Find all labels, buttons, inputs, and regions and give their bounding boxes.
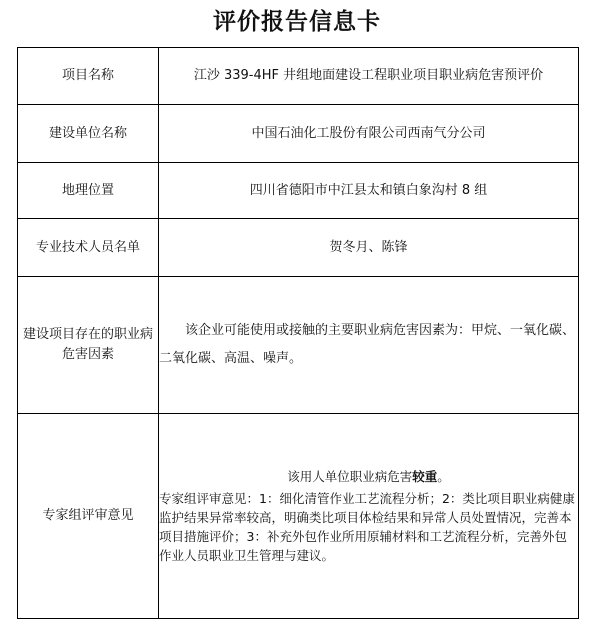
value-hazards: 该企业可能使用或接触的主要职业病危害因素为：甲烷、一氧化碳、二氧化碳、高温、噪声。 <box>159 277 579 414</box>
label-location: 地理位置 <box>18 163 159 219</box>
table-row-expert-opinion <box>18 414 579 619</box>
page-title: 评价报告信息卡 <box>213 9 381 35</box>
hazard-conclusion <box>159 467 578 487</box>
table-row-staff <box>18 219 579 277</box>
value-staff: 贺冬月、陈锋 <box>159 219 579 277</box>
value-project-name: 江沙 339-4HF 井组地面建设工程职业项目职业病危害预评价 <box>159 48 579 105</box>
label-project-name: 项目名称 <box>18 48 159 105</box>
info-card-table <box>17 47 579 619</box>
conclusion-prefix: 该用人单位职业病危害 <box>287 469 413 484</box>
label-expert-opinion: 专家组评审意见 <box>18 414 159 619</box>
table-row-project-name <box>18 48 579 105</box>
value-unit-name: 中国石油化工股份有限公司西南气分公司 <box>159 105 579 163</box>
table-row-unit-name <box>18 105 579 163</box>
value-expert-opinion <box>159 414 579 619</box>
expert-opinion-details: 专家组评审意见：1：细化清管作业工艺流程分析；2：类比项目职业病健康监护结果异常率较高，明确类比项目体检结果和异常人员处置情况，完善本项目措施评价；3：补充外包作业所用原辅材料和工艺流程分析，完善外包作业人员职业卫生管理与建议。 <box>159 491 575 563</box>
value-location: 四川省德阳市中江县太和镇白象沟村 8 组 <box>159 163 579 219</box>
hazard-level: 较重 <box>412 469 438 484</box>
label-unit-name: 建设单位名称 <box>18 105 159 163</box>
table-row-hazards <box>18 277 579 414</box>
conclusion-suffix: 。 <box>437 469 450 484</box>
table-row-location <box>18 163 579 219</box>
label-staff: 专业技术人员名单 <box>18 219 159 277</box>
label-hazards: 建设项目存在的职业病危害因素 <box>18 277 159 414</box>
